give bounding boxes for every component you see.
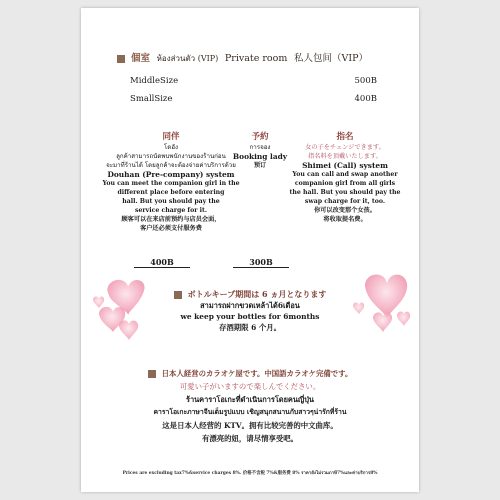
douhan-price-underline [134,267,190,268]
karaoke-section [81,367,419,445]
room-title-th: ห้องส่วนตัว (VIP) [156,54,219,63]
douhan-en-desc-4: service charge for it. [134,207,207,214]
douhan-en-desc-3: hall. But you should pay the [122,198,220,205]
private-room-heading [117,50,368,65]
shimei-cn-2: 将收取提名费。 [323,216,367,223]
douhan-th-desc-2: จะมาที่ร้านได้ โดยลูกค้าจะต้องจ่ายค่าบริการด้วย [106,162,236,169]
size-label-middle: MiddleSize [130,76,179,86]
booking-cn: 预订 [253,162,267,169]
karaoke-jp-1: 日本人経営のカラオケ屋です。中国語カラオケ完備です。 [81,367,419,380]
karaoke-th-2: คาราโอเกะภาษาจีนเต็มรูปแบบ เชิญสนุกสนานกับสาวๆน่ารักที่ร้าน [153,408,347,416]
size-price-middle: 500B [354,76,377,86]
karaoke-cn-2: 有漂亮的妞，请尽情享受吧。 [201,434,299,443]
douhan-cn-desc-2: 客户还必须支付服务费 [140,225,202,232]
douhan-heading-th: โดฮัง [163,144,179,151]
bottle-keep-section [81,289,419,333]
size-price-small: 400B [354,94,377,104]
room-title-en: Private room [224,53,288,64]
booking-heading: 予約 [251,132,269,142]
shimei-en-desc-3: the hall. But you should pay the [289,189,401,196]
karaoke-th-1: ร้านคาราโอเกะที่ดำเนินการโดยคนญี่ปุ่น [186,395,314,404]
douhan-en-title: Douhan (Pre-company) system [107,170,235,179]
menu-page [81,8,419,492]
booking-price: 300B [249,257,273,267]
douhan-th-desc-1: ลูกค้าสามารถนัดพบพนักงานของร้านก่อน [116,153,226,160]
shimei-en-desc-2: companion girl from all girls [294,180,396,187]
price-footnote: Prices are excluding tax7%&service charges 8%. 价格不含税 7%&服务费 8% ราคายังไม่รวมภาษี7%และค่าบริการ8% [122,471,378,476]
bullet-square-icon [148,370,156,378]
douhan-section [101,132,241,233]
booking-price-underline [233,267,289,268]
bottle-keep-en: we keep your bottles for 6months [180,312,320,321]
shimei-en-desc-1: You can call and swap another [292,171,398,178]
booking-en: Booking lady [232,152,288,161]
douhan-heading: 同伴 [162,132,180,142]
douhan-price: 400B [150,257,174,267]
shimei-jp-2: 指名料を頂戴いたします。 [308,153,382,160]
size-label-small: SmallSize [130,94,173,104]
booking-heading-th: การจอง [249,144,271,151]
room-title-jp: 個室 [131,53,151,64]
douhan-en-desc-1: You can meet the companion girl in the [102,180,240,187]
douhan-cn-desc-1: 顾客可以在来店前预约与店员会面， [121,216,221,223]
karaoke-jp-2: 可愛い子がいますので楽しんでください。 [179,382,321,391]
karaoke-cn-1: 这是日本人经营的 KTV。拥有比较完善的中文曲库。 [162,421,338,430]
shimei-heading: 指名 [336,132,354,142]
bottle-keep-th: สามารถฝากขวดเหล้าได้6เดือน [200,301,300,310]
shimei-section [278,132,412,224]
room-title-cn: 私人包间（VIP） [293,53,368,64]
shimei-cn-1: 你可以改变那个女孩。 [314,207,376,214]
bullet-square-icon [117,55,125,63]
shimei-jp-1: 女の子をチェンジできます。 [305,144,385,151]
douhan-en-desc-2: different place before entering [117,189,225,196]
shimei-en-title: Shimei (Call) system [302,161,388,170]
bottle-keep-jp: ボトルキープ期間は 6 ヵ月となります [81,289,419,300]
shimei-en-desc-4: swap charge for it, too. [304,198,386,205]
bullet-square-icon [174,291,182,299]
bottle-keep-cn: 存酒期限 6 个月。 [218,323,282,332]
